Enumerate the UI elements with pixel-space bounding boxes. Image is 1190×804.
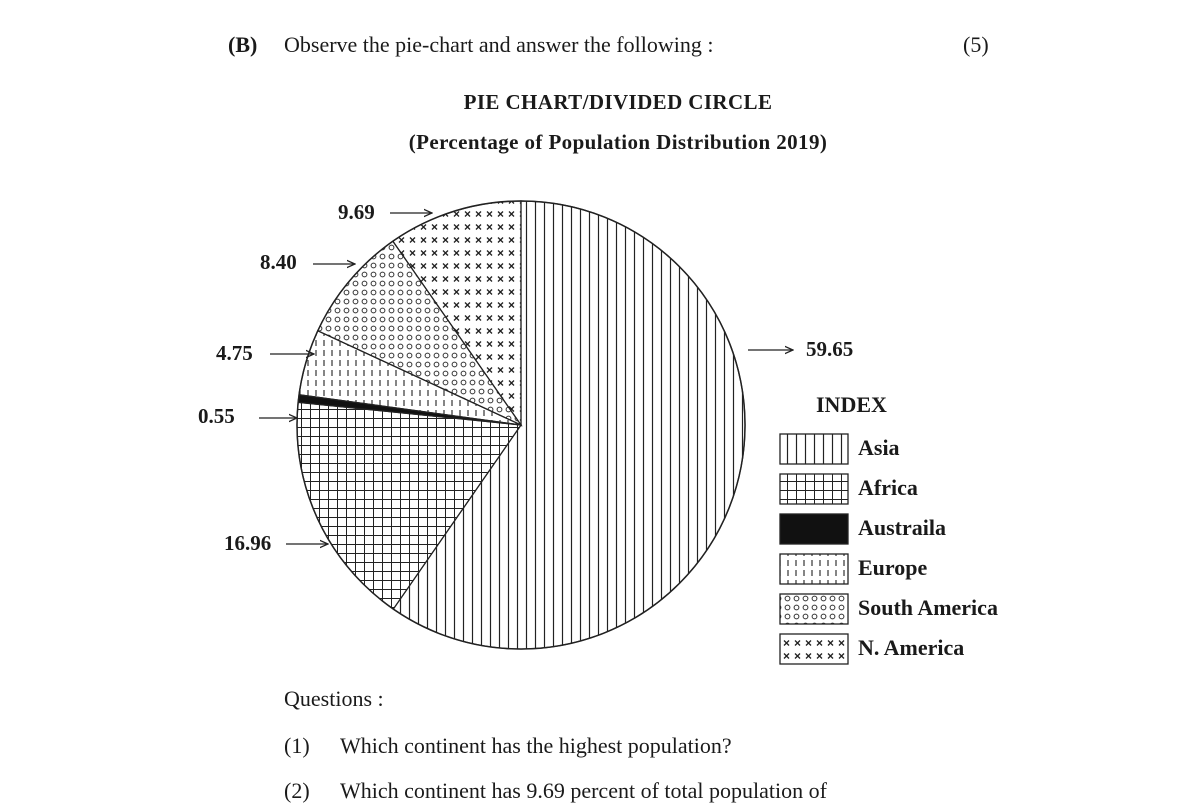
- questions-heading: Questions :: [284, 686, 384, 711]
- question-1-number: (1): [284, 733, 310, 758]
- value-label-austraila: 0.55: [198, 404, 235, 428]
- value-label-south-america: 8.40: [260, 250, 297, 274]
- legend-label-south-america: South America: [858, 595, 998, 620]
- legend-swatch-n-america: [780, 634, 848, 664]
- legend-label-n-america: N. America: [858, 635, 965, 660]
- legend-swatch-austraila: [780, 514, 848, 544]
- question-2-text: Which continent has 9.69 percent of total population of: [340, 778, 827, 803]
- question-part-label: (B): [228, 32, 258, 57]
- legend-label-asia: Asia: [858, 435, 900, 460]
- value-label-asia: 59.65: [806, 337, 854, 361]
- legend-title: INDEX: [816, 392, 887, 417]
- legend-swatch-africa: [780, 474, 848, 504]
- chart-subtitle: (Percentage of Population Distribution 2019): [408, 130, 828, 154]
- chart-title: PIE CHART/DIVIDED CIRCLE: [463, 90, 773, 114]
- question-1-text: Which continent has the highest population?: [340, 733, 732, 758]
- question-2-number: (2): [284, 778, 310, 803]
- legend-label-africa: Africa: [858, 475, 918, 500]
- legend-label-austraila: Austraila: [858, 515, 946, 540]
- value-label-europe: 4.75: [216, 341, 253, 365]
- legend-swatch-europe: [780, 554, 848, 584]
- question-prompt: Observe the pie-chart and answer the following :: [284, 32, 714, 57]
- question-marks: (5): [963, 32, 989, 57]
- value-label-n-america: 9.69: [338, 200, 375, 224]
- legend-swatch-south-america: [780, 594, 848, 624]
- legend-swatch-asia: [780, 434, 848, 464]
- value-label-africa: 16.96: [224, 531, 272, 555]
- legend-label-europe: Europe: [858, 555, 928, 580]
